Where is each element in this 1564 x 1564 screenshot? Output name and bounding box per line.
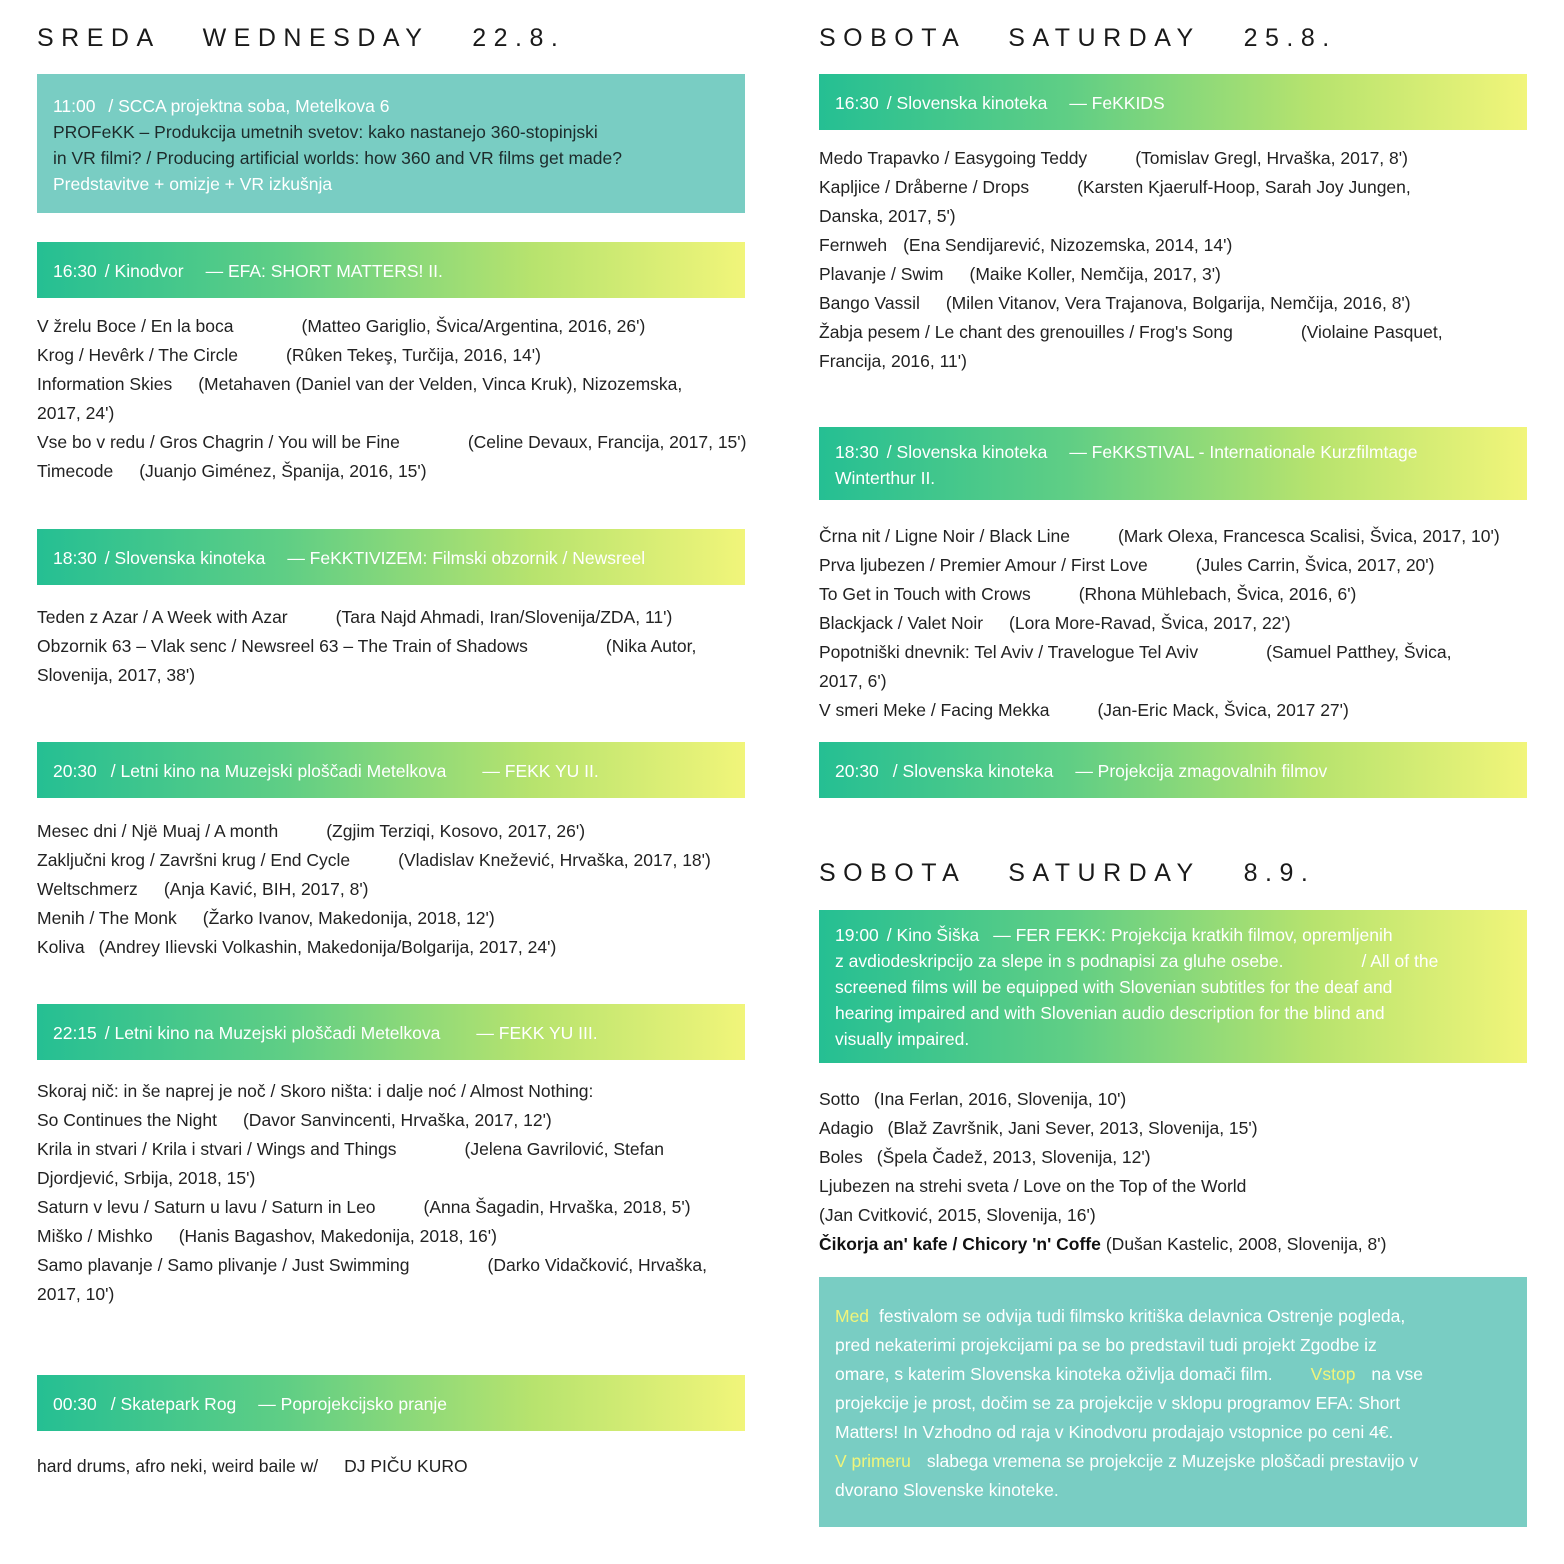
info-line: Med festivalom se odvija tudi filmsko kritiška delavnica Ostrenje pogleda, <box>835 1306 1406 1326</box>
band-time: 16:30 <box>53 261 97 281</box>
film-entry: Mesec dni / Një Muaj / A month (Zgjim Terziqi, Kosovo, 2017, 26') <box>37 821 586 841</box>
film-entry-cont: Danska, 2017, 5') <box>819 206 956 226</box>
film-entry: Krog / Hevêrk / The Circle (Rûken Tekeş, Turčija, 2016, 14') <box>37 345 541 365</box>
film-entry: Information Skies (Metahaven (Daniel van der Velden, Vinca Kruk), Nizozemska, <box>37 374 683 394</box>
info-line: projekcije je prost, dočim se za projekcije v sklopu programov EFA: Short <box>835 1393 1401 1413</box>
day-heading-saturday-25: SOBOTA SATURDAY 25.8. <box>819 24 1337 52</box>
film-entry: Sotto (Ina Ferlan, 2016, Slovenija, 10') <box>819 1089 1127 1109</box>
profekk-title-line1: PROFeKK – Produkcija umetnih svetov: kako nastanejo 360-stopinjski <box>53 122 598 142</box>
film-entry: Teden z Azar / A Week with Azar (Tara Najd Ahmadi, Iran/Slovenija/ZDA, 11') <box>37 607 673 627</box>
film-entry: Medo Trapavko / Easygoing Teddy (Tomislav Gregl, Hrvaška, 2017, 8') <box>819 148 1408 168</box>
film-entry: V žrelu Boce / En la boca (Matteo Gariglio, Švica/Argentina, 2016, 26') <box>37 316 646 336</box>
band-program: — FeKKIDS <box>1069 93 1165 113</box>
film-entry-cont: 2017, 6') <box>819 671 887 691</box>
film-entry: Blackjack / Valet Noir (Lora More-Ravad, Švica, 2017, 22') <box>819 613 1291 633</box>
dj-entry: hard drums, afro neki, weird baile w/ DJ PIČU KURO <box>37 1456 468 1476</box>
info-line: Matters! In Vzhodno od raja v Kinodvoru prodajajo vstopnice po ceni 4€. <box>835 1422 1394 1442</box>
film-entry: Plavanje / Swim (Maike Koller, Nemčija, 2017, 3') <box>819 264 1221 284</box>
film-entry-cont: Slovenija, 2017, 38') <box>37 665 196 685</box>
band-program: — Projekcija zmagovalnih filmov <box>1075 761 1328 781</box>
band-description: hearing impaired and with Slovenian audio description for the blind and <box>835 1003 1385 1023</box>
film-entry: V smeri Meke / Facing Mekka (Jan-Eric Mack, Švica, 2017 27') <box>819 700 1349 720</box>
film-entry-cont: Djordjević, Srbija, 2018, 15') <box>37 1168 256 1188</box>
band-time: 20:30 <box>835 761 879 781</box>
film-entry: Timecode (Juanjo Giménez, Španija, 2016, 15') <box>37 461 427 481</box>
band-program: — EFA: SHORT MATTERS! II. <box>205 261 443 281</box>
band-venue: / Slovenska kinoteka <box>104 548 266 568</box>
film-entry: Ljubezen na strehi sveta / Love on the Top of the World <box>819 1176 1247 1196</box>
film-entry-cont: 2017, 10') <box>37 1284 115 1304</box>
band-time: 18:30 <box>53 548 97 568</box>
film-entry: Miško / Mishko (Hanis Bagashov, Makedonija, 2018, 16') <box>37 1226 497 1246</box>
band-time: 18:30 <box>835 442 879 462</box>
band-time: 19:00 <box>835 925 879 945</box>
band-program-cont: Winterthur II. <box>835 468 936 488</box>
band-description: visually impaired. <box>835 1029 970 1049</box>
day-heading-wednesday: SREDA WEDNESDAY 22.8. <box>37 24 566 52</box>
film-entry: To Get in Touch with Crows (Rhona Mühlebach, Švica, 2016, 6') <box>819 584 1357 604</box>
film-entry: Bango Vassil (Milen Vitanov, Vera Trajanova, Bolgarija, Nemčija, 2016, 8') <box>819 293 1411 313</box>
program-band-skatepark <box>37 1375 745 1431</box>
band-venue: / Slovenska kinoteka <box>886 93 1048 113</box>
band-program: — FeKKSTIVAL - Internationale Kurzfilmtage <box>1069 442 1418 462</box>
band-venue: / Kino Šiška <box>886 925 980 945</box>
band-time: 16:30 <box>835 93 879 113</box>
band-program: — FEKK YU III. <box>476 1023 598 1043</box>
band-program: — FEKK YU II. <box>482 761 599 781</box>
day-heading-saturday-8: SOBOTA SATURDAY 8.9. <box>819 859 1316 887</box>
band-description: z avdiodeskripcijo za slepe in s podnapisi za gluhe osebe. / All of the <box>835 951 1439 971</box>
band-venue: / Slovenska kinoteka <box>892 761 1054 781</box>
film-entry: Menih / The Monk (Žarko Ivanov, Makedonija, 2018, 12') <box>37 908 495 928</box>
program-band-fekkstival <box>819 427 1527 500</box>
program-band-fekkids <box>819 74 1527 130</box>
film-entry-featured: Čikorja an' kafe / Chicory 'n' Coffe (Dušan Kastelic, 2008, Slovenija, 8') <box>819 1234 1387 1254</box>
band-program: — Poprojekcijsko pranje <box>258 1394 447 1414</box>
film-entry: Samo plavanje / Samo plivanje / Just Swimming (Darko Vidačković, Hrvaška, <box>37 1255 707 1275</box>
profekk-title-line2: in VR filmi? / Producing artificial worlds: how 360 and VR films get made? <box>53 148 622 168</box>
film-entry-cont: Francija, 2016, 11') <box>819 351 967 371</box>
band-time: 00:30 <box>53 1394 97 1414</box>
band-description: screened films will be equipped with Slovenian subtitles for the deaf and <box>835 977 1393 997</box>
program-band-winners <box>819 742 1527 798</box>
program-band-fekktivizem <box>37 529 745 585</box>
program-band-kinodvor <box>37 242 745 298</box>
film-entry-cont: (Jan Cvitković, 2015, Slovenija, 16') <box>819 1205 1096 1225</box>
program-band-fer-fekk <box>819 910 1527 1063</box>
program-band-fekk-yu-3 <box>37 1004 745 1060</box>
film-entry: Črna nit / Ligne Noir / Black Line (Mark Olexa, Francesca Scalisi, Švica, 2017, 10') <box>819 526 1500 546</box>
film-entry: Saturn v levu / Saturn u lavu / Saturn in Leo (Anna Šagadin, Hrvaška, 2018, 5') <box>37 1197 691 1217</box>
info-line: dvorano Slovenske kinoteke. <box>835 1480 1059 1500</box>
info-line: pred nekaterimi projekcijami pa se bo predstavil tudi projekt Zgodbe iz <box>835 1335 1377 1355</box>
band-program: — FER FEKK: Projekcija kratkih filmov, opremljenih <box>993 925 1393 945</box>
film-entry: So Continues the Night (Davor Sanvincenti, Hrvaška, 2017, 12') <box>37 1110 552 1130</box>
program-band-fekk-yu-2 <box>37 742 745 798</box>
film-entry: Boles (Špela Čadež, 2013, Slovenija, 12') <box>819 1147 1151 1167</box>
profekk-venue: / SCCA projektna soba, Metelkova 6 <box>108 96 390 116</box>
band-time: 20:30 <box>53 761 97 781</box>
film-entry: Kapljice / Dråberne / Drops (Karsten Kjaerulf-Hoop, Sarah Joy Jungen, <box>819 177 1411 197</box>
film-entry: Weltschmerz (Anja Kavić, BIH, 2017, 8') <box>37 879 369 899</box>
film-entry-cont: 2017, 24') <box>37 403 115 423</box>
band-venue: / Skatepark Rog <box>110 1394 237 1414</box>
band-venue: / Letni kino na Muzejski ploščadi Metelkova <box>110 761 447 781</box>
film-entry: Koliva (Andrey Ilievski Volkashin, Makedonija/Bolgarija, 2017, 24') <box>37 937 557 957</box>
film-entry: Žabja pesem / Le chant des grenouilles / Frog's Song (Violaine Pasquet, <box>819 322 1443 342</box>
festival-info-box <box>819 1277 1527 1527</box>
film-entry: Adagio (Blaž Završnik, Jani Sever, 2013, Slovenija, 15') <box>819 1118 1258 1138</box>
band-venue: / Kinodvor <box>104 261 184 281</box>
film-entry: Krila in stvari / Krila i stvari / Wings and Things (Jelena Gavrilović, Stefan <box>37 1139 664 1159</box>
film-entry: Skoraj nič: in še naprej je noč / Skoro ništa: i dalje noć / Almost Nothing: <box>37 1081 594 1101</box>
film-entry: Obzornik 63 – Vlak senc / Newsreel 63 – The Train of Shadows (Nika Autor, <box>37 636 697 656</box>
band-venue: / Slovenska kinoteka <box>886 442 1048 462</box>
film-entry: Zaključni krog / Završni krug / End Cycle (Vladislav Knežević, Hrvaška, 2017, 18') <box>37 850 711 870</box>
profekk-box <box>37 74 745 213</box>
profekk-time-venue <box>53 93 390 119</box>
film-entry: Vse bo v redu / Gros Chagrin / You will be Fine (Celine Devaux, Francija, 2017, 15') <box>37 432 747 452</box>
info-line: V primeru slabega vremena se projekcije z Muzejske ploščadi prestavijo v <box>835 1451 1419 1471</box>
film-entry: Fernweh (Ena Sendijarević, Nizozemska, 2014, 14') <box>819 235 1233 255</box>
band-program: — FeKKTIVIZEM: Filmski obzornik / Newsreel <box>287 548 646 568</box>
film-entry: Prva ljubezen / Premier Amour / First Love (Jules Carrin, Švica, 2017, 20') <box>819 555 1435 575</box>
profekk-format: Predstavitve + omizje + VR izkušnja <box>53 174 333 194</box>
band-venue: / Letni kino na Muzejski ploščadi Metelkova <box>104 1023 441 1043</box>
info-line: omare, s katerim Slovenska kinoteka oživlja domači film. Vstop na vse <box>835 1364 1423 1384</box>
profekk-time: 11:00 <box>53 96 96 116</box>
film-entry: Popotniški dnevnik: Tel Aviv / Travelogue Tel Aviv (Samuel Patthey, Švica, <box>819 642 1452 662</box>
band-time: 22:15 <box>53 1023 97 1043</box>
